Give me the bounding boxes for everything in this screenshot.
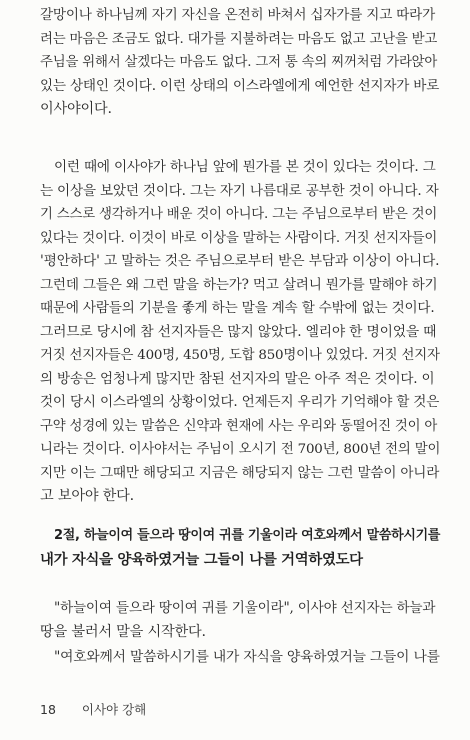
- paragraph-1: [40, 4, 440, 122]
- text-line: 니라는 것이다. 이사야서는 주님이 오시기 전 700년, 800년 전의 말이: [40, 442, 441, 457]
- verse-heading: [40, 524, 440, 572]
- text-line: 주님을 위해서 살겠다는 마음도 없다. 그저 통 속의 찌꺼처럼 가라앉아: [40, 55, 438, 70]
- text-line: "하늘이여 들으라 땅이여 귀를 기울이라", 이사야 선지자는 하늘과: [54, 600, 436, 616]
- paragraph-4: [40, 646, 440, 670]
- book-title: 이사야 강해: [81, 702, 147, 717]
- text-line: '평안하다' 고 말하는 것은 주님으로부터 받은 부담과 이상이 아니다.: [40, 253, 440, 269]
- paragraph-2: [40, 156, 440, 509]
- text-line: 구약 성경에 있는 말씀은 신약과 현재에 사는 우리와 동떨어진 것이 아: [40, 418, 438, 434]
- page-footer: [40, 700, 168, 718]
- text-line: 는 이상을 보았던 것이다. 그는 자기 나름대로 공부한 것이 아니다. 자: [40, 182, 439, 199]
- paragraph-3: [40, 597, 440, 644]
- text-line: 의 방송은 엄청나게 많지만 참된 선지자의 말은 아주 적은 것이다. 이: [40, 370, 435, 387]
- text-line: 갈망이나 하나님께 자기 자신을 온전히 바쳐서 십자가를 지고 따라가: [40, 7, 436, 23]
- text-line: "여호와께서 말씀하시기를 내가 자식을 양육하였거늘 그들이 나를: [54, 649, 440, 665]
- text-line: 이사야이다.: [40, 101, 112, 117]
- text-line: 때문에 사람들의 기분을 좋게 하는 말을 계속 할 수밖에 없는 것이다.: [40, 300, 435, 316]
- text-line: 있는 상태인 것이다. 이런 상태의 이스라엘에게 예언한 선지자가 바로: [40, 77, 440, 94]
- text-line: 려는 마음은 조금도 없다. 대가를 지불하려는 마음도 없고 고난을 받고: [40, 31, 438, 47]
- text-line: 그러므로 당시에 참 선지자들은 많지 않았다. 엘리야 한 명이었을 때: [40, 323, 437, 340]
- verse-line: 2절, 하늘이여 들으라 땅이여 귀를 기울이라 여호와께서 말씀하시기를: [54, 528, 441, 543]
- page-number: 18: [40, 702, 56, 717]
- text-line: 고 보아야 한다.: [40, 488, 134, 504]
- text-line: 그런데 그들은 왜 그런 말을 하는가? 먹고 살려니 뭔가를 말해야 하기: [40, 276, 438, 293]
- text-line: 이런 때에 이사야가 하나님 앞에 뭔가를 본 것이 있다는 것이다. 그: [54, 159, 436, 175]
- verse-line: 내가 자식을 양육하였거늘 그들이 나를 거역하였도다: [40, 552, 363, 568]
- text-line: 있다는 것이다. 이것이 바로 이상을 말하는 사람이다. 거짓 선지자들이: [40, 230, 438, 246]
- text-line: 지만 이는 그때만 해당되고 지금은 해당되지 않는 그런 말씀이 아니라: [40, 464, 440, 481]
- text-line: 기 스스로 생각하거나 배운 것이 아니다. 그는 주님으로부터 받은 것이: [40, 207, 438, 222]
- text-line: 것이 당시 이스라엘의 상황이었다. 언제든지 우리가 기억해야 할 것은: [40, 394, 440, 410]
- text-line: 거짓 선지자들은 400명, 450명, 도합 850명이나 있었다. 거짓 선지자: [40, 348, 440, 363]
- text-line: 땅을 불러서 말을 시작한다.: [40, 623, 206, 640]
